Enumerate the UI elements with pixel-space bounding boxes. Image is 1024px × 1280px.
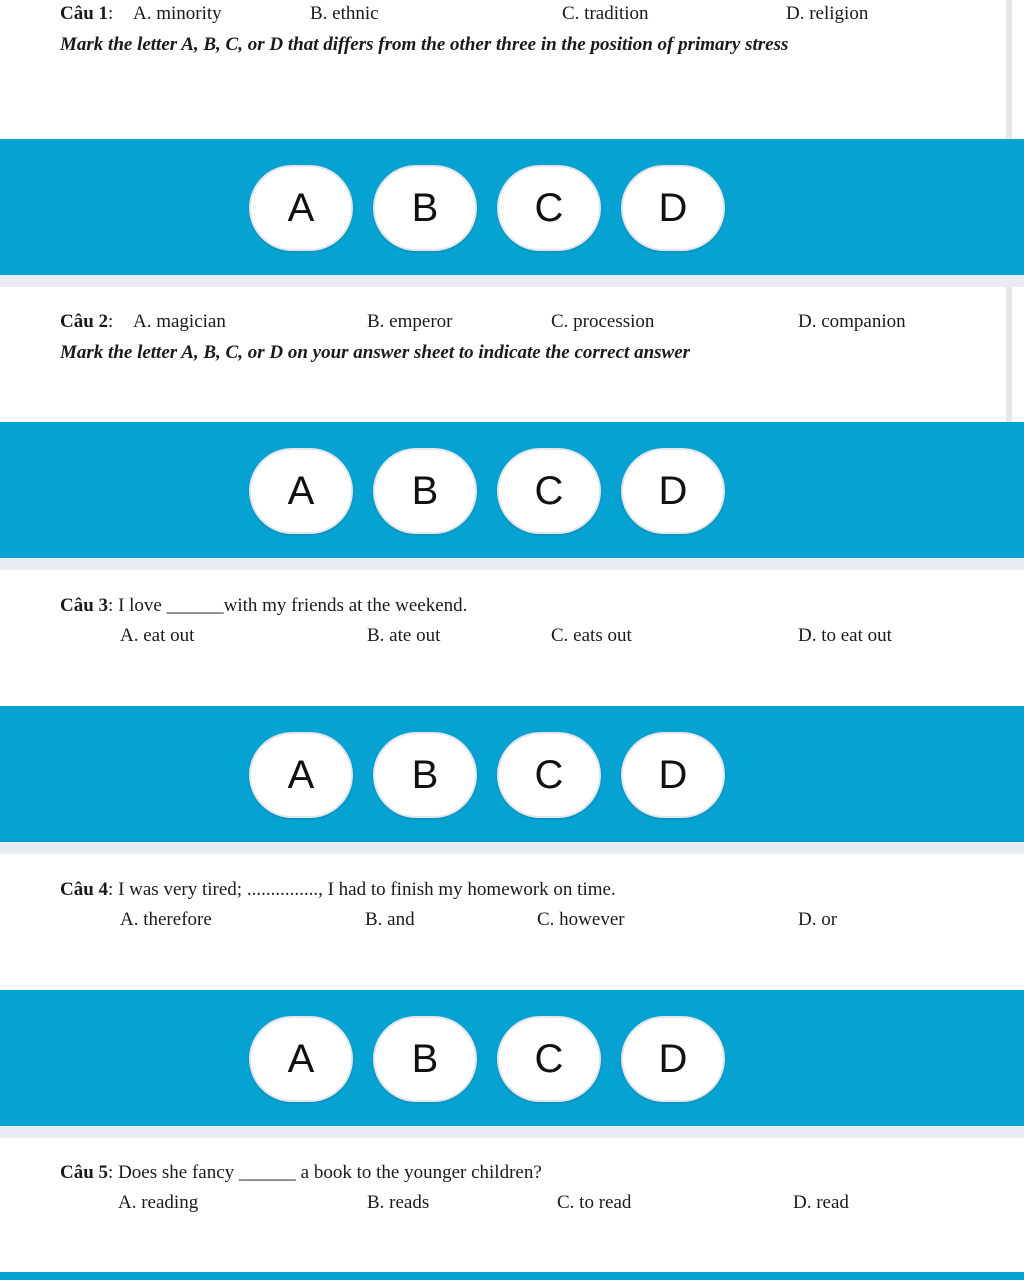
q3-option-c: C. eats out — [551, 625, 632, 646]
answer-1-c-button[interactable]: C — [497, 165, 601, 251]
question-3-stem: Câu 3: I love ______with my friends at the weekend. — [60, 595, 468, 616]
answer-4-a-button[interactable]: A — [249, 1016, 353, 1102]
q2-option-a: A. magician — [133, 311, 226, 332]
answer-2-c-button[interactable]: C — [497, 448, 601, 534]
answer-4-c-button[interactable]: C — [497, 1016, 601, 1102]
question-1-label: Câu 1: — [60, 3, 114, 24]
q1-option-d: D. religion — [786, 3, 869, 24]
q5-blank: ______ — [238, 1162, 296, 1183]
answer-3-d-button[interactable]: D — [621, 732, 725, 818]
q5-option-c: C. to read — [557, 1192, 632, 1213]
q1-option-b: B. ethnic — [310, 3, 379, 24]
answer-panel-2-bg — [0, 422, 1024, 558]
q5-option-d: D. read — [793, 1192, 849, 1213]
q3-option-a: A. eat out — [120, 625, 195, 646]
q4-option-b: B. and — [365, 909, 415, 930]
q1-option-c: C. tradition — [562, 3, 649, 24]
q5-option-b: B. reads — [367, 1192, 430, 1213]
q3-blank: ______ — [166, 595, 224, 616]
q2-option-d: D. companion — [798, 311, 906, 332]
answer-panel-1-bg — [0, 139, 1024, 275]
q1-instruction: Mark the letter A, B, C, or D that differs from the other three in the position of primary stress — [60, 34, 789, 55]
answer-2-b-button[interactable]: B — [373, 448, 477, 534]
q1-option-a: A. minority — [133, 3, 222, 24]
answer-panel-2-shadow — [0, 558, 1024, 570]
question-2-label: Câu 2: — [60, 311, 114, 332]
answer-panel-3-shadow — [0, 842, 1024, 854]
question-5-stem: Câu 5: Does she fancy ______ a book to the younger children? — [60, 1162, 542, 1183]
answer-panel-3-bg — [0, 706, 1024, 842]
q4-option-c: C. however — [537, 909, 625, 930]
answer-2-a-button[interactable]: A — [249, 448, 353, 534]
answer-panel-4-shadow — [0, 1126, 1024, 1138]
q4-option-d: D. or — [798, 909, 838, 930]
answer-4-b-button[interactable]: B — [373, 1016, 477, 1102]
answer-3-a-button[interactable]: A — [249, 732, 353, 818]
q4-option-a: A. therefore — [120, 909, 212, 930]
answer-1-b-button[interactable]: B — [373, 165, 477, 251]
answer-1-d-button[interactable]: D — [621, 165, 725, 251]
answer-4-d-button[interactable]: D — [621, 1016, 725, 1102]
answer-3-b-button[interactable]: B — [373, 732, 477, 818]
q2-instruction: Mark the letter A, B, C, or D on your answer sheet to indicate the correct answer — [60, 342, 691, 363]
bottom-panel-edge — [0, 1272, 1024, 1280]
answer-3-c-button[interactable]: C — [497, 732, 601, 818]
q3-option-d: D. to eat out — [798, 625, 892, 646]
q4-blank: ............... — [246, 879, 319, 900]
answer-panel-4-bg — [0, 990, 1024, 1126]
q2-option-c: C. procession — [551, 311, 655, 332]
question-4-stem: Câu 4: I was very tired; ..............., I had to finish my homework on time. — [60, 879, 616, 900]
q2-option-b: B. emperor — [367, 311, 453, 332]
answer-panel-1-shadow — [0, 275, 1024, 287]
answer-1-a-button[interactable]: A — [249, 165, 353, 251]
answer-2-d-button[interactable]: D — [621, 448, 725, 534]
q5-option-a: A. reading — [118, 1192, 199, 1213]
q3-option-b: B. ate out — [367, 625, 441, 646]
